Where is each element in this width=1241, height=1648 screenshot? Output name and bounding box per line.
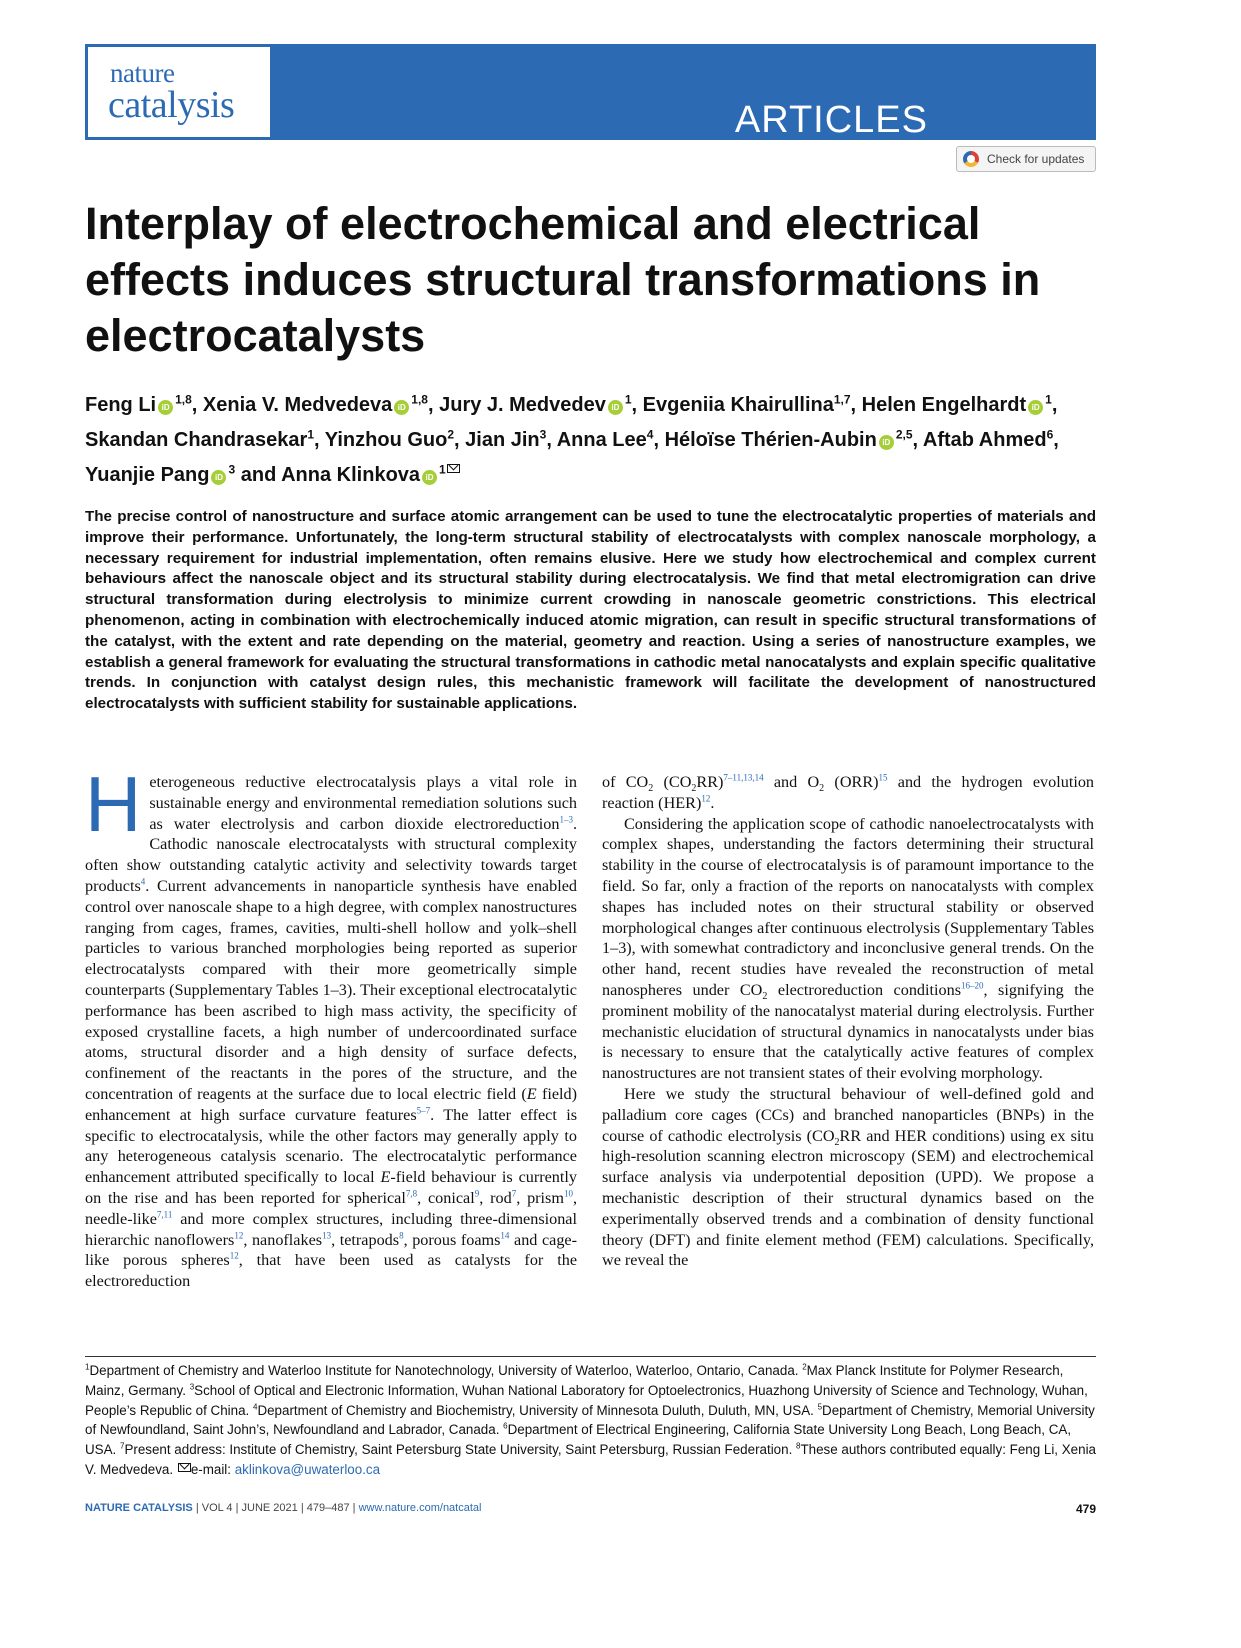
affiliation-number: 7	[119, 1441, 125, 1451]
doi-link[interactable]: https://doi.org/10.1038/s41929-021-00624-y	[649, 153, 933, 169]
crossmark-icon	[963, 151, 979, 167]
footer-separator: |	[195, 1502, 199, 1514]
reference-superscript[interactable]: 7,11	[156, 1209, 173, 1220]
italic-text: E	[526, 1084, 537, 1103]
author[interactable]	[557, 429, 654, 451]
journal-name-line1: nature	[110, 58, 175, 88]
reference-superscript[interactable]: 16–20	[961, 980, 984, 991]
email-link[interactable]: aklinkova@uwaterloo.ca	[234, 1461, 381, 1477]
author-affiliation: 6	[1046, 427, 1054, 442]
body-paragraph-3: Here we study the structural behaviour of well-defined gold and palladium core cages (CCs) and branched nanoparticles (BNPs) in the course of cathodic electrolysis ($CO_2RR$ and HER conditions) using ex situ high-resolution scanning electron microscopy (SEM) and electrochemical surface analysis via underpotential deposition (UPD). We propose a mechanistic description of their structural dynamics based on the experimentally observed trends and a combination of density functional theory (DFT) and finite element method (FEM) calculations. Specifically, we reveal the	[602, 1084, 1094, 1270]
author-name: Xenia V. Medvedeva	[202, 394, 393, 416]
author-name: Yinzhou Guo	[324, 429, 448, 451]
footer-separator: |	[300, 1502, 304, 1514]
author-name: Anna Lee	[556, 429, 647, 451]
author-affiliation: 4	[646, 427, 654, 442]
affiliation-number: 2	[802, 1362, 807, 1372]
author-affiliation: 2	[447, 427, 455, 442]
author-affiliation: 2,5	[895, 427, 913, 442]
author-name: Jian Jin	[465, 429, 540, 451]
author[interactable]	[85, 394, 192, 416]
affiliations-divider	[85, 1356, 1096, 1357]
author-name: Héloïse Thérien-Aubin	[664, 429, 877, 451]
section-label: ARTICLES	[734, 99, 928, 141]
footer-pages: 479–487	[306, 1502, 350, 1514]
mail-icon	[178, 1463, 191, 1472]
paragraph-1-continued: of $CO_2$ $(CO_2RR)^{7-11,13,14}$ and $O_2$ (ORR)$^{15}$ and the hydrogen evolution reaction (HER)$^{12}$.	[602, 772, 1095, 812]
author[interactable]	[465, 429, 546, 451]
subscript: 2	[834, 1136, 840, 1148]
reference-superscript[interactable]: 13	[322, 1230, 332, 1241]
orcid-icon[interactable]: iD	[1028, 400, 1043, 415]
subscript: 2	[762, 991, 768, 1003]
reference-superscript[interactable]: 12	[234, 1230, 244, 1241]
author[interactable]	[643, 394, 851, 416]
body-paragraph-2: Considering the application scope of cathodic nanoelectrocatalysts with complex shapes, understanding the factors determining their structural stability in the course of electrocatalysis is of paramount importance to the field. So far, only a fraction of the reports on nanocatalysts with complex shapes has included notes on their structural stability or observed morphological changes after continuous electrolysis (Supplementary Tables 1–3), with somewhat contradictory and inconclusive general trends. On the other hand, recent studies have revealed the reconstruction of metal nanospheres under $CO_2$ electroreduction conditions$^{16-20}$, signifying the prominent mobility of the nanocatalyst material during electrolysis. Further mechanistic elucidation of structural dynamics in nanocatalysts under bias is necessary to ensure that the catalytically active features of complex nanostructures are not transient states of their evolving morphology.	[602, 814, 1094, 1083]
body-column-right	[602, 772, 1094, 1271]
reference-superscript[interactable]: 5–7	[416, 1105, 431, 1116]
reference-superscript[interactable]: 14	[500, 1230, 510, 1241]
subscript: 2	[691, 783, 697, 795]
reference-superscript[interactable]: 7,8	[405, 1188, 418, 1199]
journal-name-line2: catalysis	[108, 84, 235, 126]
footer-date: JUNE 2021	[241, 1502, 298, 1514]
body-paragraph-1	[85, 760, 578, 1292]
reference-superscript[interactable]: 1–3	[559, 814, 573, 825]
drop-cap: H	[85, 760, 142, 848]
author-affiliation: 1	[624, 392, 632, 407]
affiliation-number: 8	[796, 1441, 801, 1451]
orcid-icon[interactable]: iD	[422, 470, 437, 485]
author-name: Skandan Chandrasekar	[85, 429, 308, 451]
footer-separator: |	[352, 1502, 356, 1514]
reference-superscript[interactable]: 8	[399, 1230, 404, 1241]
affiliation-number: 3	[189, 1382, 195, 1392]
orcid-icon[interactable]: iD	[879, 435, 894, 450]
author-affiliation: 3	[228, 462, 236, 477]
author-name: Helen Engelhardt	[861, 394, 1027, 416]
author[interactable]	[203, 394, 428, 416]
author-affiliation: 1	[1045, 392, 1052, 407]
author[interactable]	[325, 429, 454, 451]
page-number: 479	[1075, 1502, 1096, 1516]
check-for-updates-button[interactable]	[956, 146, 1096, 172]
author-name: Jury J. Medvedev	[439, 394, 606, 416]
affiliation-number: 5	[817, 1402, 823, 1412]
author-name: Yuanjie Pang	[85, 464, 210, 486]
affiliation-number: 6	[503, 1421, 508, 1431]
author-name: Anna Klinkova	[281, 464, 421, 486]
paragraph-1-text: eterogeneous reductive electrocatalysis plays a vital role in sustainable energy and environmental remediation solutions such as water electrolysis and carbon dioxide electroreduction$^{1-3}$. Cathodic nanoscale electrocatalysts with structural complexity often show outstanding catalytic activity and selectivity towards target products$^4$. Current advancements in nanoparticle synthesis have enabled control over nanoscale shape to a high degree, with complex nanostructures ranging from cages, frames, cavities, multi-shell hollow and yolk–shell particles to various branched morphologies being reported as superior electrocatalysts compared with their more geometrically simple counterparts (Supplementary Tables 1–3). Their exceptional electrocatalytic performance has been ascribed to high mass activity, the specificity of exposed crystalline facets, a high number of undercoordinated surface atoms, structural disorder and a high density of surface defects, confinement of the reactants in the pores of the structure, and the concentration of reagents at the surface due to local electric field (E field) enhancement at high surface curvature features$^{5-7}$. The latter effect is specific to electrocatalysis, while the other factors may generally apply to any heterogeneous catalysis scenario. The electrocatalytic performance enhancement attributed specifically to local E-field behaviour is currently on the rise and has been reported for spherical$^{7,8}$, conical$^9$, rod$^7$, prism$^{10}$, needle-like$^{7,11}$ and more complex structures, including three-dimensional hierarchic nanoflowers$^{12}$, nanoflakes$^{13}$, tetrapods$^8$, porous foams$^{14}$ and cage-like porous spheres$^{12}$, that have been used as catalysts for the electroreduction	[85, 773, 578, 1291]
footer-journal: NATURE CATALYSIS	[85, 1502, 193, 1514]
footer-url[interactable]: www.nature.com/natcatal	[358, 1502, 482, 1514]
affiliations: $^1$Department of Chemistry and Waterloo Institute for Nanotechnology, University of Waterloo, Waterloo, Ontario, Canada. $^2$Max Planck Institute for Polymer Research, Mainz, Germany. $^3$School of Optical and Electronic Information, Wuhan National Laboratory for Optoelectronics, Huazhong University of Science and Technology, Wuhan, People’s Republic of China. $^4$Department of Chemistry and Biochemistry, University of Minnesota Duluth, Duluth, MN, USA. $^5$Department of Chemistry, Memorial University of Newfoundland, Saint John’s, Newfoundland and Labrador, Canada. $^6$Department of Electrical Engineering, California State University Long Beach, Long Beach, CA, USA. $^7$Present address: Institute of Chemistry, Saint Petersburg State University, Saint Petersburg, Russian Federation. $^8$These authors contributed equally: Feng Li, Xenia V. Medvedeva. e-mail: aklinkova@uwaterloo.ca	[85, 1362, 1096, 1477]
footer-separator: |	[235, 1502, 239, 1514]
subscript: 2	[819, 783, 825, 795]
footer-volume: VOL 4	[201, 1502, 233, 1514]
mail-icon[interactable]	[447, 464, 460, 473]
author[interactable]	[665, 429, 913, 451]
journal-logo[interactable]	[88, 47, 270, 137]
author-affiliation: 1,8	[411, 392, 428, 407]
subscript: 2	[648, 783, 654, 795]
reference-superscript[interactable]: 12	[229, 1250, 239, 1261]
author-name: Feng Li	[85, 394, 157, 416]
orcid-icon[interactable]: iD	[394, 400, 409, 415]
page-footer	[85, 1502, 1096, 1514]
author-affiliation: 1	[439, 462, 446, 477]
check-for-updates-label: Check for updates	[987, 152, 1085, 166]
reference-superscript[interactable]: 15	[878, 772, 888, 783]
reference-superscript[interactable]: 4	[140, 876, 146, 887]
orcid-icon[interactable]: iD	[158, 400, 173, 415]
reference-superscript[interactable]: 12	[701, 793, 711, 804]
author[interactable]	[862, 394, 1052, 416]
author-affiliation: 1,7	[833, 392, 851, 407]
author-list: Feng Li iD$^{1,8}$, Xenia V. Medvedeva iD$^{1,8}$, Jury J. Medvedev $iD^1$, Evgeniia Khairullina$^{1,7}$, Helen Engelhardt $iD^1$, Skandan Chandrasekar$^1$, Yinzhou Guo$^2$, Jian Jin$^3$, Anna Lee$^4$, Héloïse Thérien-Aubin iD$^{2,5}$, Aftab Ahmed$^6$, Yuanjie Pang $iD^3$ and Anna Klinkova $iD^1$	[85, 392, 1059, 486]
orcid-icon[interactable]: iD	[608, 400, 623, 415]
orcid-icon[interactable]: iD	[211, 470, 226, 485]
author[interactable]	[923, 429, 1053, 451]
italic-text: E	[380, 1168, 391, 1187]
author-name: Evgeniia Khairullina	[642, 394, 834, 416]
author[interactable]	[439, 394, 631, 416]
author[interactable]	[281, 464, 460, 486]
paper-title: Interplay of electrochemical and electrical effects induces structural transformations in electrocatalysts	[85, 198, 1041, 361]
author[interactable]	[85, 464, 235, 486]
author-affiliation: 3	[539, 427, 547, 442]
reference-superscript[interactable]: 10	[563, 1188, 573, 1199]
author-name: Aftab Ahmed	[922, 429, 1047, 451]
reference-superscript[interactable]: 7	[511, 1188, 517, 1199]
body-column-left	[85, 760, 578, 1292]
reference-superscript[interactable]: 7–11,13,14	[723, 772, 764, 783]
abstract: The precise control of nanostructure and surface atomic arrangement can be used to tune the electrocatalytic properties of materials and improve their performance. Unfortunately, the long-term structural stability of electrocatalysts with complex nanoscale morphology, a necessary requirement for industrial implementation, often remains elusive. Here we study how electrochemical and complex current behaviours affect the nanoscale object and its structural stability during electrocatalysis. We find that metal electromigration can drive structural transformation during electrolysis to minimize current crowding in nanoscale geometric constrictions. This electrical phenomenon, acting in combination with electrochemically induced atomic migration, can result in specific structural transformations of the catalyst, with the extent and rate depending on the material, geometry and reaction. Using a series of nanostructure examples, we establish a general framework for evaluating the structural transformations in cathodic metal nanocatalysts and explain specific qualitative trends. In conjunction with catalyst design rules, this mechanistic framework will facilitate the development of nanostructured electrocatalysts with sufficient stability for sustainable applications.	[85, 508, 1096, 713]
author-affiliation: 1	[307, 427, 315, 442]
reference-superscript[interactable]: 9	[474, 1188, 480, 1199]
author[interactable]	[85, 429, 314, 451]
author-affiliation: 1,8	[175, 392, 192, 407]
affiliation-number: 1	[85, 1362, 90, 1372]
affiliation-number: 4	[252, 1402, 258, 1412]
